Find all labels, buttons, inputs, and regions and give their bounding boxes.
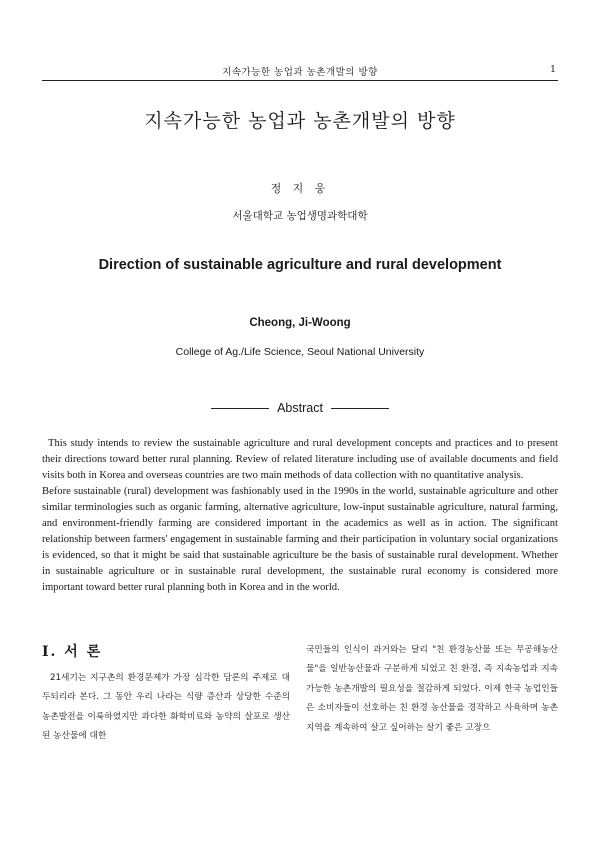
abstract-heading: Abstract [277,401,323,415]
korean-author: 정 지 웅 [270,182,330,195]
abstract-heading-row [0,401,600,415]
page-number: 1 [549,64,556,75]
english-author: Cheong, Ji-Woong [249,317,351,329]
abstract-rule-right [331,408,389,409]
english-affiliation: College of Ag./Life Science, Seoul National University [175,346,425,358]
right-column [306,641,558,738]
abstract-paragraph-1: This study intends to review the sustainable agriculture and rural development concepts and practices and to present their directions toward better rural planning. Review of related literature including use of available documents and field visits both in Korea and overseas countries are two main methods of data collection with no quantitative analysis. [42,438,558,482]
abstract-body [42,436,558,596]
right-column-text: 국민들의 인식이 과거와는 달리 "친 환경농산물 또는 무공해농산물"을 일반농산물과 구분하게 되었고 친 환경, 즉 지속농업과 지속 가능한 농촌개발의 필요성을 절감하게 되었다. 이제 한국 농업인들은 소비자들이 선호하는 친 환경 농산물을 경작하고 사육하며 농촌지역을 계속하여 살고 싶어하는 살기 좋은 고장으 [306,645,558,733]
korean-title: 지속가능한 농업과 농촌개발의 방향 [144,110,456,132]
korean-affiliation: 서울대학교 농업생명과학대학 [232,210,368,222]
running-header [42,62,558,81]
left-column-text: 21세기는 지구촌의 환경문제가 가장 심각한 담론의 주제로 대두되리라 본다. 그 동안 우리 나라는 식량 증산과 상당한 수준의 농촌발전을 이룩하였지만 과다한 화학비료와 농약의 살포로 생산된 농산물에 대한 [42,673,290,742]
running-title: 지속가능한 농업과 농촌개발의 방향 [222,67,378,78]
section-heading: I. 서 론 [42,644,103,660]
abstract-rule-left [211,408,269,409]
english-title: Direction of sustainable agriculture and rural development [98,257,502,273]
abstract-paragraph-2: Before sustainable (rural) development was fashionably used in the 1990s in the world, sustainable agriculture and other similar terminologies such as organic farming, alternative agriculture, low-input sustainable agriculture, natural farming, and environment-friendly farming are considered important in the academics as well as in action. The significant relationship between farmers' engagement in sustainable farming and their participation in voluntary social organizations is evidenced, so that it might be said that sustainable agriculture be the basis of sustainable rural development. Whether in sustainable agriculture or in sustainable rural development, the sustainable rural economy is considered more important toward better rural planning both in Korea and in the world. [42,486,558,594]
left-column [42,641,290,747]
